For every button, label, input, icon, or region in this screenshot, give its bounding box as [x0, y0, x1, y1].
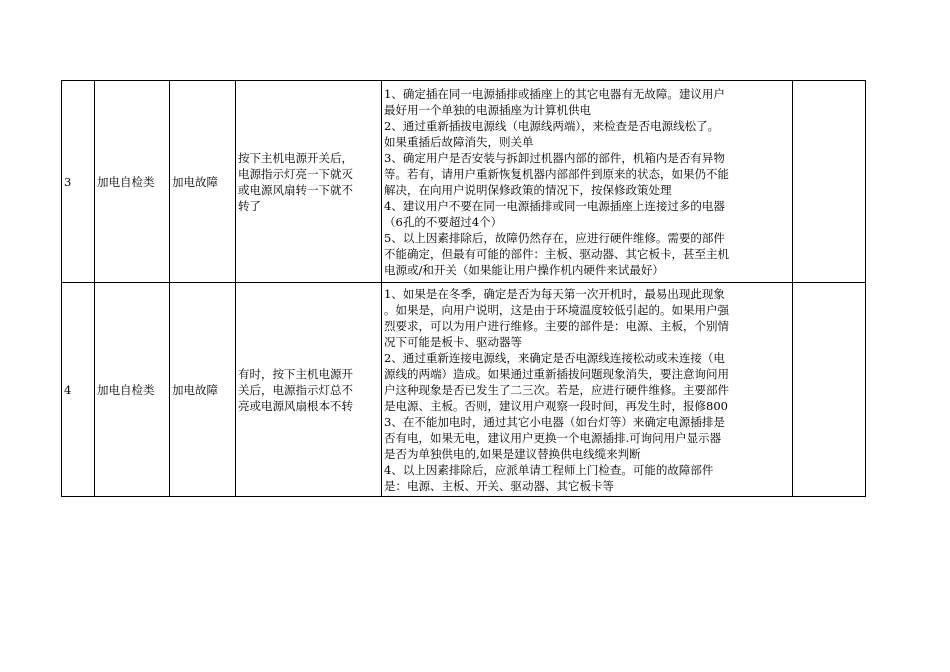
solution-line: 电源或/和开关（如果能让用户操作机内硬件来试最好） [384, 262, 664, 277]
solution-line: 3、确定用户是否安装与拆卸过机器内部的部件，机箱内是否有异物 [384, 150, 725, 165]
solution-line: 3、在不能加电时，通过其它小电器（如台灯等）来确定电源插排是 [384, 414, 725, 429]
symptom-line: 按下主机电源开关后， [238, 150, 353, 165]
symptom-line: 关后，电源指示灯总不 [238, 382, 353, 397]
solution-line: 。如果是，向用户说明，这是由于环境温度较低引起的。如果用户强 [384, 302, 729, 317]
category-cell: 加电自检类 [95, 283, 170, 497]
solution-cell [382, 283, 793, 497]
solution-line: 源线的两端）造成。如果通过重新插拔问题现象消失，要注意询问用 [384, 366, 729, 381]
row-number: 3 [62, 81, 95, 283]
solution-line: 2、通过重新插拔电源线（电源线两端），来检查是否电源线松了。 [384, 118, 720, 133]
table-row [62, 81, 866, 283]
solution-line: 4、以上因素排除后，应派单请工程师上门检查。可能的故障部件 [384, 462, 714, 477]
fault-type-cell: 加电故障 [170, 283, 236, 497]
solution-line: 不能确定，但最有可能的部件：主板、驱动器、其它板卡，甚至主机 [384, 246, 729, 261]
solution-line: 2、通过重新连接电源线，来确定是否电源线连接松动或未连接（电 [384, 350, 725, 365]
solution-line: 解决，在向用户说明保修政策的情况下，按保修政策处理 [384, 182, 672, 197]
symptom-cell [236, 81, 382, 283]
symptom-line: 电源指示灯亮一下就灭 [238, 166, 353, 181]
solution-line: 否有电，如果无电，建议用户更换一个电源插排.可询问用户显示器 [384, 430, 722, 445]
fault-type-cell: 加电故障 [170, 81, 236, 283]
solution-line: 是否为单独供电的,如果是建议替换供电线缆来判断 [384, 446, 641, 461]
fault-table [61, 80, 866, 497]
remark-cell [793, 81, 866, 283]
table-row [62, 283, 866, 497]
symptom-line: 亮或电源风扇根本不转 [238, 398, 353, 413]
category-cell: 加电自检类 [95, 81, 170, 283]
solution-line: 是：电源、主板、开关、驱动器、其它板卡等 [384, 478, 614, 493]
symptom-line: 有时，按下主机电源开 [238, 366, 353, 381]
symptom-cell [236, 283, 382, 497]
symptom-line: 转了 [238, 198, 261, 213]
solution-line: 是电源、主板。否则，建议用户观察一段时间，再发生时，报修800 [384, 398, 728, 413]
solution-line: 1、确定插在同一电源插排或插座上的其它电器有无故障。建议用户 [384, 86, 725, 101]
solution-cell [382, 81, 793, 283]
solution-line: 烈要求，可以为用户进行维修。主要的部件是：电源、主板，个别情 [384, 318, 729, 333]
solution-line: 最好用一个单独的电源插座为计算机供电 [384, 102, 591, 117]
solution-line: 4、建议用户不要在同一电源插排或同一电源插座上连接过多的电器 [384, 198, 725, 213]
solution-line: 况下可能是板卡、驱动器等 [384, 334, 522, 349]
solution-line: 1、如果是在冬季，确定是否为每天第一次开机时，最易出现此现象 [384, 286, 725, 301]
remark-cell [793, 283, 866, 497]
solution-line: 如果重插后故障消失，则关单 [384, 134, 534, 149]
solution-line: （6孔的不要超过4个） [384, 214, 503, 229]
solution-line: 等。若有，请用户重新恢复机器内部部件到原来的状态，如果仍不能 [384, 166, 729, 181]
symptom-line: 或电源风扇转一下就不 [238, 182, 353, 197]
solution-line: 5、以上因素排除后，故障仍然存在，应进行硬件维修。需要的部件 [384, 230, 725, 245]
row-number: 4 [62, 283, 95, 497]
solution-line: 户这种现象是否已发生了二三次。若是，应进行硬件维修。主要部件 [384, 382, 729, 397]
